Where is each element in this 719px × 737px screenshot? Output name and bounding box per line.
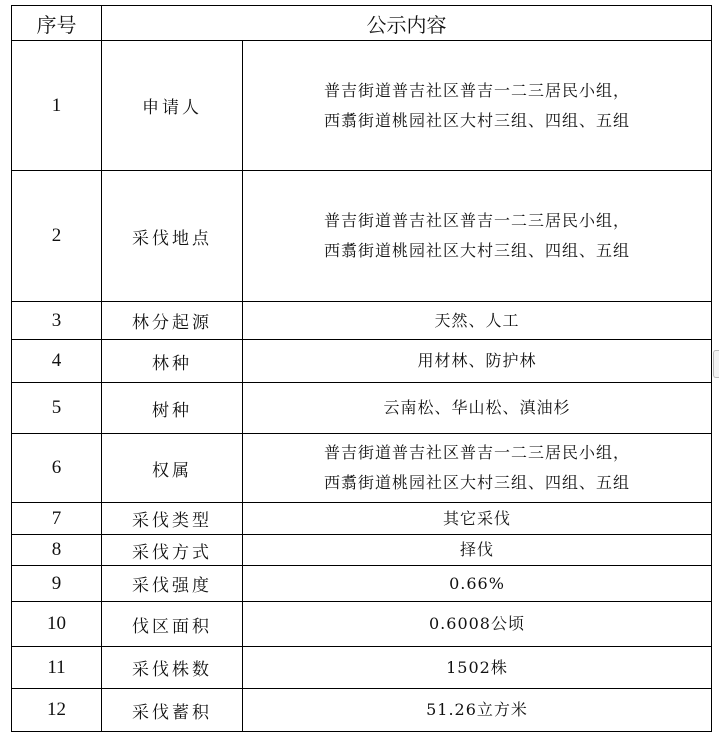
table-header-row	[12, 6, 712, 41]
row-value	[243, 171, 712, 302]
table-row	[12, 647, 712, 689]
row-index: 1	[12, 41, 102, 171]
row-index: 6	[12, 434, 102, 503]
row-field: 采伐株数	[102, 647, 243, 689]
table-row	[12, 171, 712, 302]
value-line: 0.6008公顷	[429, 614, 525, 633]
row-index: 4	[12, 340, 102, 383]
table-row	[12, 566, 712, 602]
row-value	[243, 340, 712, 383]
row-index: 12	[12, 689, 102, 732]
value-line: 1502株	[446, 657, 508, 677]
value-line: 51.26立方米	[426, 700, 528, 719]
table-row	[12, 302, 712, 340]
row-field: 采伐蓄积	[102, 689, 243, 732]
table-row	[12, 383, 712, 434]
row-field: 林分起源	[102, 302, 243, 340]
row-value	[243, 566, 712, 602]
table-row	[12, 503, 712, 535]
row-index: 5	[12, 383, 102, 434]
row-value	[243, 647, 712, 689]
value-line: 普吉街道普吉社区普吉一二三居民小组，	[323, 443, 630, 462]
value-line: 普吉街道普吉社区普吉一二三居民小组，	[323, 211, 630, 230]
row-field: 申请人	[102, 41, 243, 171]
value-line: 普吉街道普吉社区普吉一二三居民小组，	[323, 80, 630, 100]
row-index: 3	[12, 302, 102, 340]
row-field: 采伐地点	[102, 171, 243, 302]
row-field: 采伐强度	[102, 566, 243, 602]
row-value	[243, 41, 712, 171]
row-index: 9	[12, 566, 102, 602]
row-index: 2	[12, 171, 102, 302]
row-index: 7	[12, 503, 102, 535]
table-row	[12, 535, 712, 566]
row-value	[243, 689, 712, 732]
row-index: 10	[12, 602, 102, 647]
row-field: 伐区面积	[102, 602, 243, 647]
row-field: 树种	[102, 383, 243, 434]
row-value	[243, 602, 712, 647]
row-value	[243, 503, 712, 535]
table-row	[12, 689, 712, 732]
row-value	[243, 383, 712, 434]
row-field: 采伐方式	[102, 535, 243, 566]
value-line: 西翥街道桃园社区大村三组、四组、五组	[323, 241, 630, 260]
row-field: 采伐类型	[102, 503, 243, 535]
value-line: 其它采伐	[442, 508, 511, 528]
value-line: 用材林、防护林	[417, 351, 537, 370]
value-line: 择伐	[459, 540, 494, 559]
row-index: 11	[12, 647, 102, 689]
row-index: 8	[12, 535, 102, 566]
value-line: 西翥街道桃园社区大村三组、四组、五组	[323, 473, 630, 492]
table-row	[12, 41, 712, 171]
disclosure-table	[11, 5, 712, 732]
value-line: 天然、人工	[434, 310, 520, 330]
value-line: 云南松、华山松、滇油杉	[383, 398, 571, 417]
scroll-edge-tab[interactable]	[713, 350, 719, 378]
header-index: 序号	[12, 6, 102, 41]
table-row	[12, 434, 712, 503]
header-content: 公示内容	[102, 6, 712, 41]
table-row	[12, 602, 712, 647]
row-value	[243, 302, 712, 340]
value-line: 西翥街道桃园社区大村三组、四组、五组	[323, 110, 630, 130]
row-value	[243, 535, 712, 566]
row-value	[243, 434, 712, 503]
value-line: 0.66%	[449, 573, 505, 593]
row-field: 林种	[102, 340, 243, 383]
row-field: 权属	[102, 434, 243, 503]
table-row	[12, 340, 712, 383]
